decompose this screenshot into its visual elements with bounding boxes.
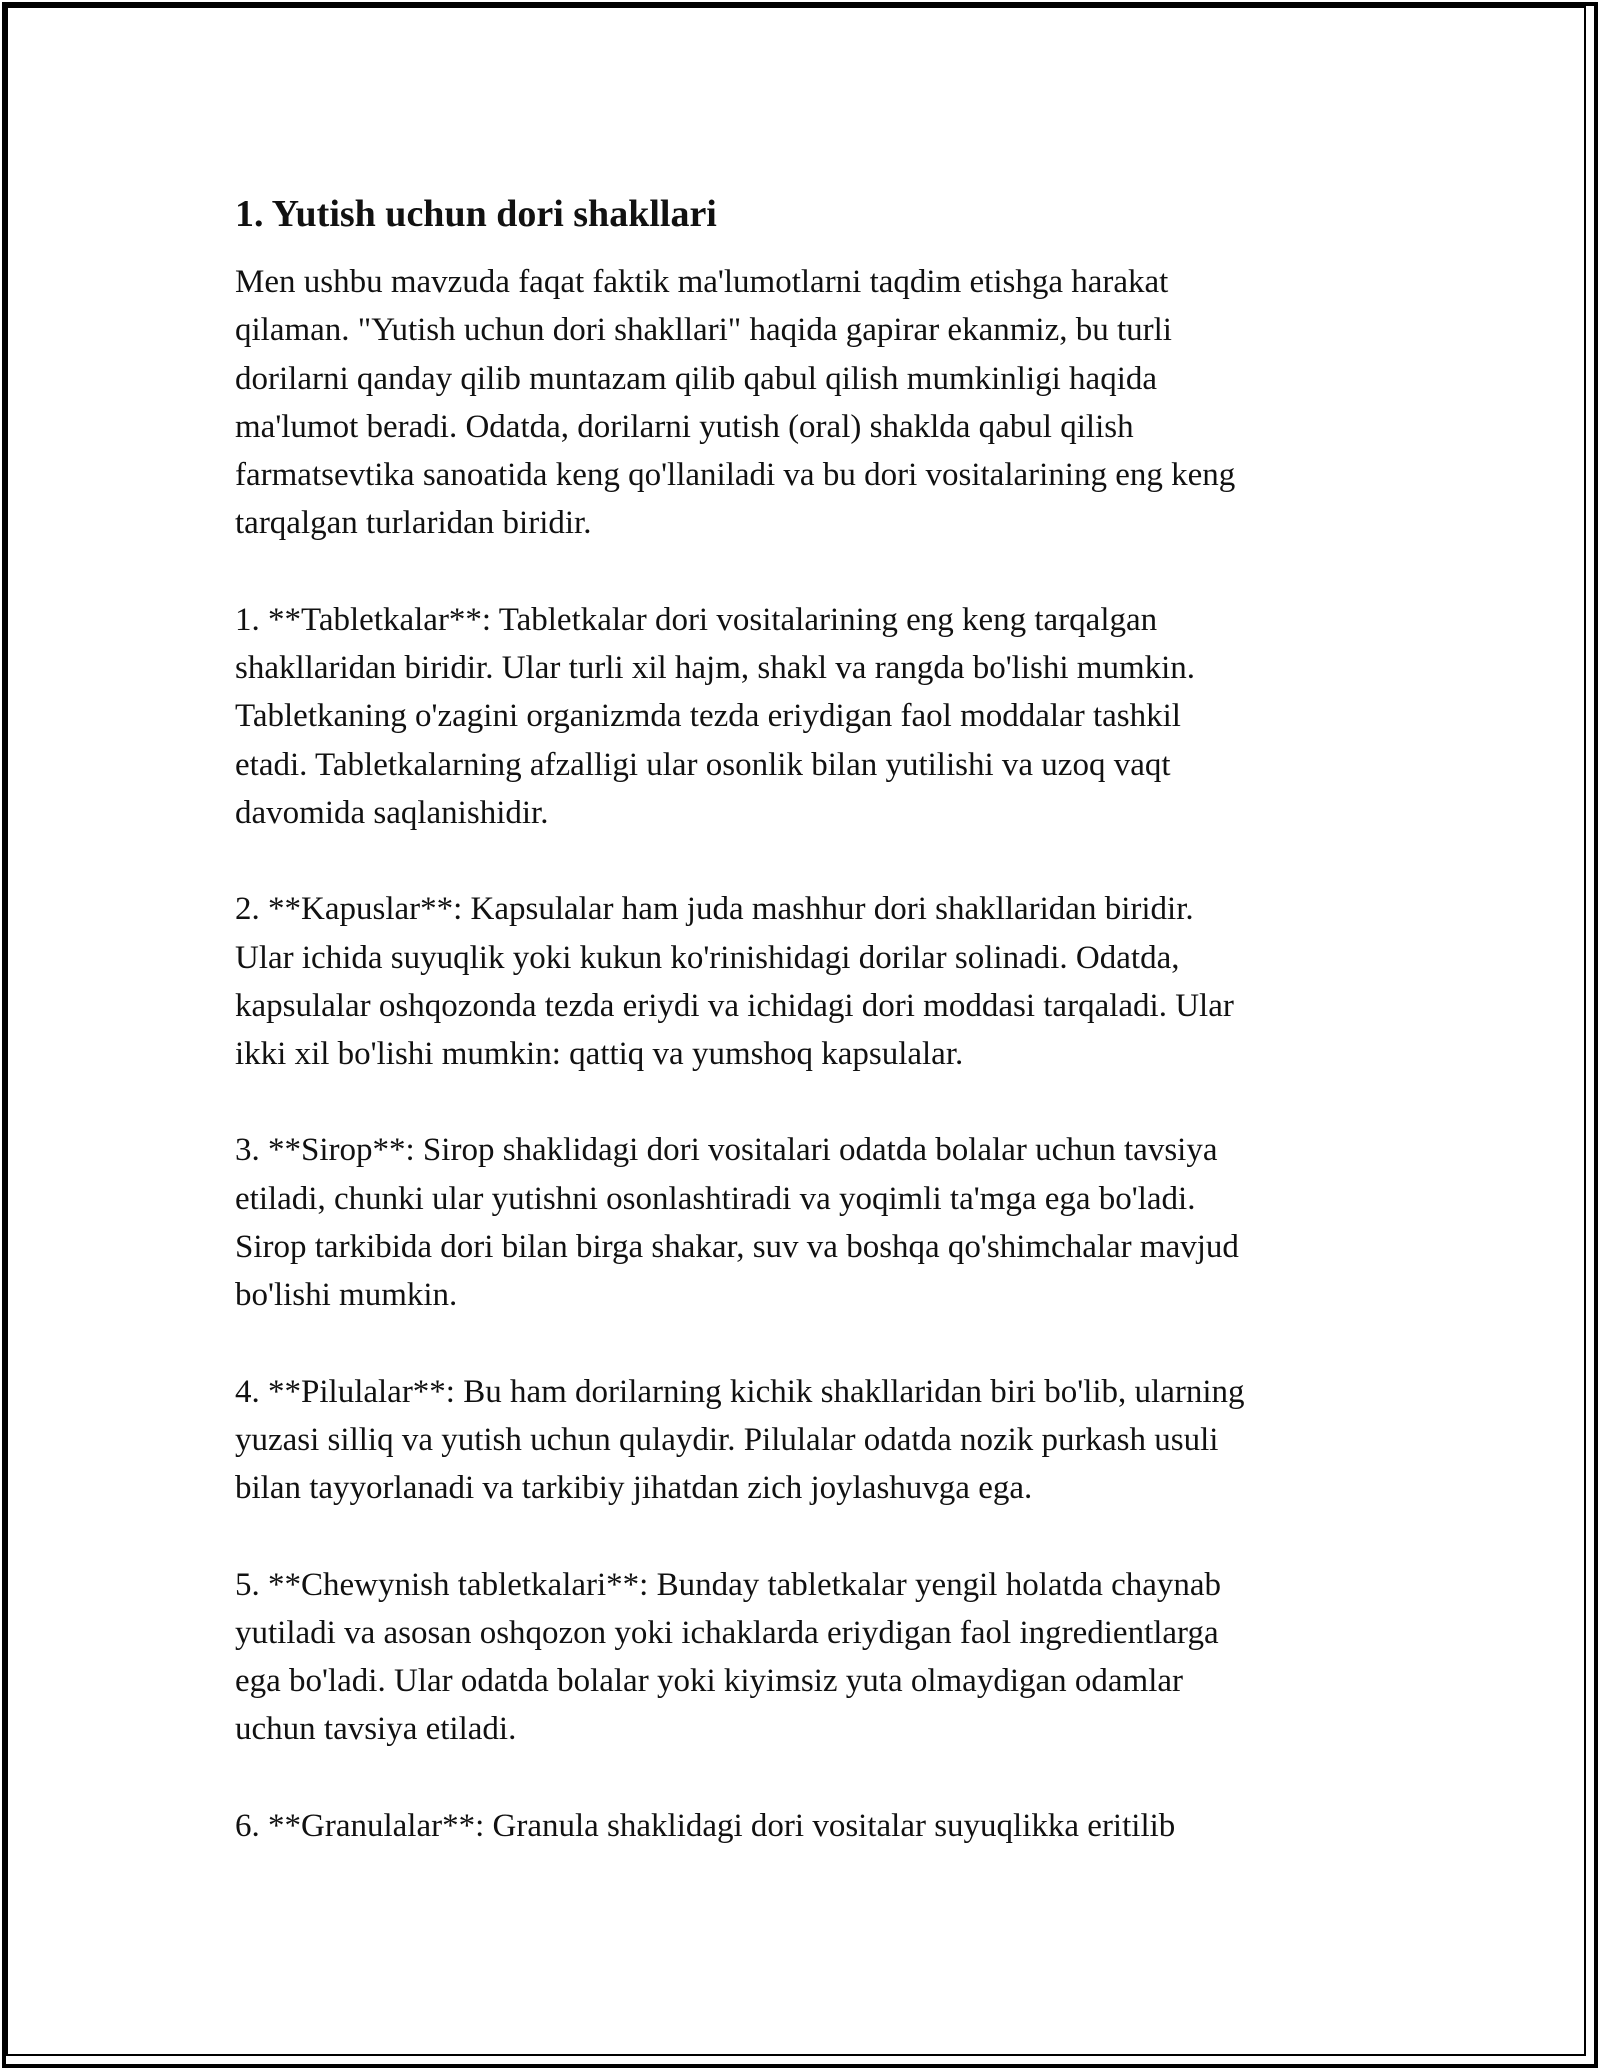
text-line: ikki xil bo'lishi mumkin: qattiq va yumshoq kapsulalar. — [235, 1036, 964, 1073]
list-item-tabletkalar — [235, 596, 1365, 837]
list-item-granulalar — [235, 1802, 1365, 1850]
text-line: qilaman. "Yutish uchun dori shakllari" haqida gapirar ekanmiz, bu turli — [235, 312, 1172, 349]
list-item-kapuslar — [235, 885, 1365, 1078]
intro-paragraph — [235, 258, 1365, 548]
text-line: dorilarni qanday qilib muntazam qilib qabul qilish mumkinligi haqida — [235, 360, 1158, 397]
text-line: yuzasi silliq va yutish uchun qulaydir. Pilulalar odatda nozik purkash usuli — [235, 1421, 1219, 1458]
text-line: ma'lumot beradi. Odatda, dorilarni yutish (oral) shaklda qabul qilish — [235, 408, 1134, 445]
text-line: kapsulalar oshqozonda tezda eriydi va ichidagi dori moddasi tarqaladi. Ular — [235, 987, 1234, 1024]
text-line: shakllaridan biridir. Ular turli xil hajm, shakl va rangda bo'lishi mumkin. — [235, 650, 1196, 687]
text-line: 4. **Pilulalar**: Bu ham dorilarning kichik shakllaridan biri bo'lib, ularning — [235, 1373, 1245, 1410]
text-line: 5. **Chewynish tabletkalari**: Bunday tabletkalar yengil holatda chaynab — [235, 1566, 1222, 1603]
text-line: ega bo'ladi. Ular odatda bolalar yoki kiyimsiz yuta olmaydigan odamlar — [235, 1663, 1184, 1700]
text-line: Men ushbu mavzuda faqat faktik ma'lumotlarni taqdim etishga harakat — [235, 264, 1169, 300]
text-line: uchun tavsiya etiladi. — [235, 1711, 517, 1748]
list-item-pilulalar — [235, 1368, 1365, 1513]
text-line: yutiladi va asosan oshqozon yoki ichaklarda eriydigan faol ingredientlarga — [235, 1614, 1219, 1651]
text-line: Ular ichida suyuqlik yoki kukun ko'rinishidagi dorilar solinadi. Odatda, — [235, 939, 1180, 976]
section-heading: 1. Yutish uchun dori shakllari — [235, 193, 717, 235]
text-line: davomida saqlanishidir. — [235, 794, 549, 831]
text-line: 2. **Kapuslar**: Kapsulalar ham juda mashhur dori shakllaridan biridir. — [235, 891, 1194, 928]
text-line: 3. **Sirop**: Sirop shaklidagi dori vositalari odatda bolalar uchun tavsiya — [235, 1132, 1218, 1169]
text-line: Tabletkaning o'zagini organizmda tezda eriydigan faol moddalar tashkil — [235, 698, 1181, 735]
list-item-chewynish-tabletkalari — [235, 1561, 1365, 1754]
text-line: bo'lishi mumkin. — [235, 1277, 458, 1314]
text-line: bilan tayyorlanadi va tarkibiy jihatdan zich joylashuvga ega. — [235, 1470, 1033, 1507]
text-line: Sirop tarkibida dori bilan birga shakar, suv va boshqa qo'shimchalar mavjud — [235, 1229, 1239, 1266]
text-line: tarqalgan turlaridan biridir. — [235, 505, 592, 542]
document-body — [235, 188, 1365, 1898]
text-line: 6. **Granulalar**: Granula shaklidagi dori vositalar suyuqlikka eritilib — [235, 1807, 1176, 1844]
list-item-sirop — [235, 1126, 1365, 1319]
text-line: farmatsevtika sanoatida keng qo'llaniladi va bu dori vositalarining eng keng — [235, 457, 1236, 494]
text-line: etiladi, chunki ular yutishni osonlashtiradi va yoqimli ta'mga ega bo'ladi. — [235, 1180, 1196, 1217]
text-line: 1. **Tabletkalar**: Tabletkalar dori vositalarining eng keng tarqalgan — [235, 601, 1158, 638]
text-line: etadi. Tabletkalarning afzalligi ular osonlik bilan yutilishi va uzoq vaqt — [235, 746, 1171, 783]
